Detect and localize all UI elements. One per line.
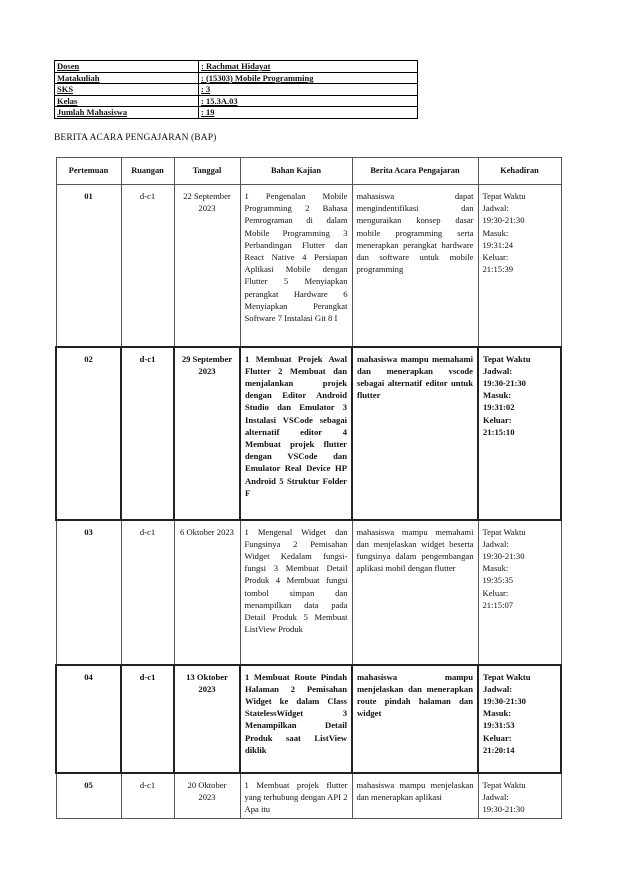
bap-table [55,157,562,819]
table-row [56,773,561,819]
cell-berita-acara: mahasiswa mampu menjelaskan dan menerapkan route pindah halaman dan widget [352,665,478,773]
header-bahan-kajian: Bahan Kajian [240,158,352,185]
info-row-matakuliah [55,72,418,84]
cell-pertemuan: 04 [56,665,121,773]
kehadiran-keluar: 21:15:39 [482,264,514,275]
cell-berita-acara: mahasiswa dapat mengindentifikasi dan menguraikan konsep dasar mobile programming serta menerapkan perangkat hardware dan software untuk mobile programming [352,185,478,347]
cell-tanggal: 22 September 2023 [174,185,240,347]
kehadiran-masuk: 19:31:53 [483,720,515,731]
info-key: Jumlah Mahasiswa [55,107,199,119]
kehadiran-jadwal: 19:30-21:30 [483,695,526,706]
kehadiran-masuk: 19:35:35 [482,575,514,586]
cell-bahan-kajian: 1 Pengenalan Mobile Programming 2 Bahasa Pemrograman di dalam Mobile Programming 3 Perbandingan Flutter dan React Native 4 Persiapan Aplikasi Mobile dengan Flutter 5 Menyiapkan perangkat Hardware 6 Menyiapkan Perangkat Software 7 Instalasi Git 8 I [240,185,352,347]
info-key: Matakuliah [55,72,199,84]
info-row-kelas [55,95,418,107]
cell-kehadiran [478,773,561,819]
cell-ruangan: d-c1 [121,347,174,520]
kehadiran-status: Tepat Waktu [483,671,531,682]
header-berita-acara: Berita Acara Pengajaran [352,158,478,185]
cell-berita-acara: mahasiswa mampu memahami dan menerapkan vscode sebagai alternatif editor untuk flutter [352,347,478,520]
info-key: SKS [55,84,199,96]
cell-ruangan: d-c1 [121,665,174,773]
cell-berita-acara: mahasiswa mampu memahami dan menjelaskan widget beserta fungsinya dalam pengembangan aplikasi mobil dengan flutter [352,520,478,665]
cell-bahan-kajian: 1 Membuat Route Pindah Halaman 2 Pemisahan Widget ke dalam Class StatelessWidget 3 Menampilkan Detail Produk saat ListView diklik [240,665,352,773]
cell-tanggal: 6 Oktober 2023 [174,520,240,665]
table-header-row [56,158,561,185]
kehadiran-masuk-label: Masuk: [482,227,509,238]
table-row [56,347,561,520]
kehadiran-keluar-label: Keluar: [483,732,512,743]
header-pertemuan: Pertemuan [56,158,121,185]
info-key: Dosen [55,61,199,73]
header-ruangan: Ruangan [121,158,174,185]
table-row [56,665,561,773]
kehadiran-keluar-label: Keluar: [482,587,509,598]
kehadiran-keluar-label: Keluar: [483,414,512,425]
cell-bahan-kajian: 1 Membuat projek flutter yang terhubung dengan API 2 Apa itu [240,773,352,819]
info-value: : (15303) Mobile Programming [199,72,418,84]
kehadiran-status: Tepat Waktu [483,353,531,364]
kehadiran-jadwal-label: Jadwal: [483,683,513,694]
cell-ruangan: d-c1 [121,773,174,819]
cell-tanggal: 29 September 2023 [174,347,240,520]
info-value: : 15.3A.03 [199,95,418,107]
kehadiran-jadwal-label: Jadwal: [482,538,509,549]
kehadiran-masuk-label: Masuk: [483,390,512,401]
cell-pertemuan: 05 [56,773,121,819]
cell-ruangan: d-c1 [121,185,174,347]
kehadiran-keluar: 21:15:07 [482,599,514,610]
kehadiran-jadwal: 19:30-21:30 [482,550,525,561]
cell-pertemuan: 01 [56,185,121,347]
info-value: : 3 [199,84,418,96]
kehadiran-keluar: 21:15:10 [483,426,515,437]
cell-kehadiran [478,665,561,773]
table-row [56,185,561,347]
info-row-jumlah-mahasiswa [55,107,418,119]
info-row-dosen [55,61,418,73]
course-info-table [54,60,418,119]
kehadiran-masuk-label: Masuk: [483,708,512,719]
cell-kehadiran [478,520,561,665]
header-kehadiran: Kehadiran [478,158,561,185]
kehadiran-masuk-label: Masuk: [482,563,509,574]
document-title: BERITA ACARA PENGAJARAN (BAP) [54,133,217,143]
cell-pertemuan: 02 [56,347,121,520]
cell-kehadiran [478,347,561,520]
kehadiran-jadwal-label: Jadwal: [483,365,513,376]
cell-pertemuan: 03 [56,520,121,665]
kehadiran-jadwal-label: Jadwal: [482,791,509,802]
table-row [56,520,561,665]
cell-tanggal: 20 Oktober 2023 [174,773,240,819]
cell-kehadiran [478,185,561,347]
kehadiran-masuk: 19:31:24 [482,239,514,250]
kehadiran-jadwal: 19:30-21:30 [483,377,526,388]
kehadiran-jadwal: 19:30-21:30 [482,215,525,226]
cell-ruangan: d-c1 [121,520,174,665]
header-tanggal: Tanggal [174,158,240,185]
kehadiran-status: Tepat Waktu [482,779,526,790]
kehadiran-masuk: 19:31:02 [483,402,515,413]
info-row-sks [55,84,418,96]
kehadiran-keluar-label: Keluar: [482,252,509,263]
kehadiran-status: Tepat Waktu [482,526,526,537]
cell-berita-acara: mahasiswa mampu menjelaskan dan menerapkan aplikasi [352,773,478,819]
cell-bahan-kajian: 1 Mengenal Widget dan Fungsinya 2 Pemisahan Widget Kedalam fungsi- fungsi 3 Membuat Detail Produk 4 Membuat fungsi tombol simpan dan menampilkan data pada Detail Produk 5 Membuat ListView Produk [240,520,352,665]
kehadiran-keluar: 21:20:14 [483,744,515,755]
kehadiran-jadwal-label: Jadwal: [482,203,509,214]
info-value: : Rachmat Hidayat [199,61,418,73]
info-key: Kelas [55,95,199,107]
kehadiran-jadwal: 19:30-21:30 [482,803,525,814]
cell-bahan-kajian: 1 Membuat Projek Awal Flutter 2 Membuat dan menjalankan projek dengan Editor Android Studio dan Emulator 3 Instalasi VSCode sebagai alternatif editor 4 Membuat projek flutter dengan VSCode dan Emulator Real Device HP Android 5 Struktur Folder F [240,347,352,520]
kehadiran-status: Tepat Waktu [482,191,526,201]
cell-tanggal: 13 Oktober 2023 [174,665,240,773]
info-value: : 19 [199,107,418,119]
